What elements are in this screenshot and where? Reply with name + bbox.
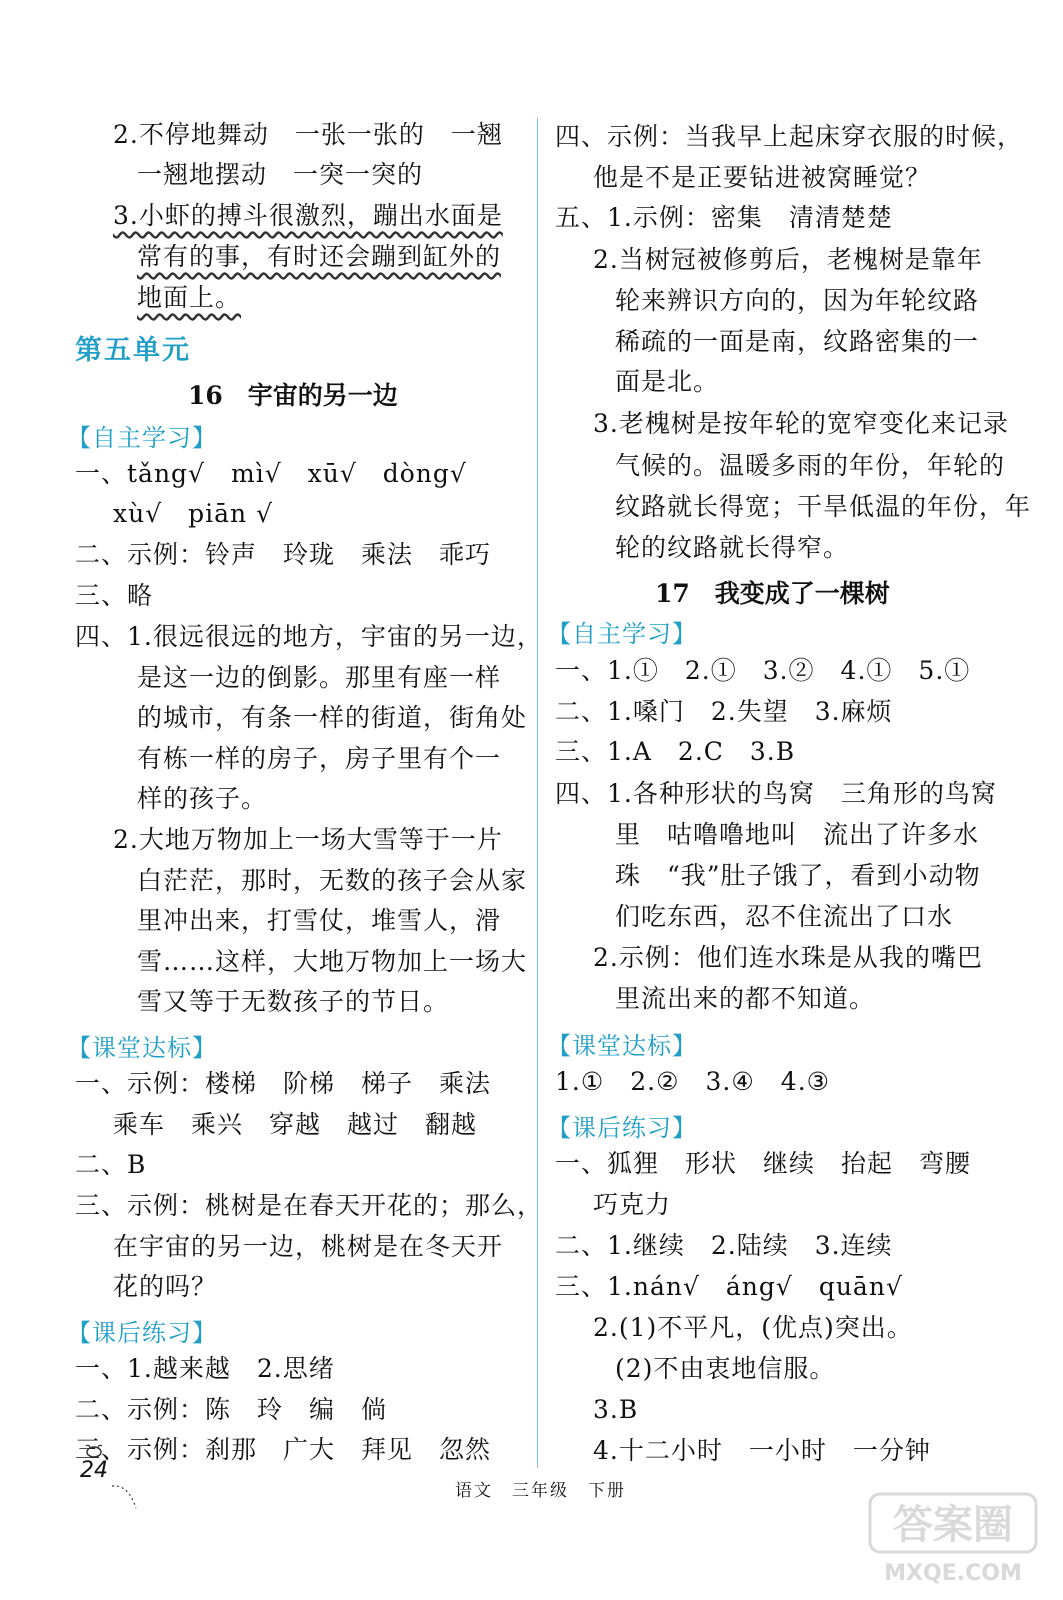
answer-line: (2)不由衷地信服。 xyxy=(615,1354,836,1383)
footer-subject: 语文 三年级 下册 xyxy=(455,1481,626,1501)
section-ketang-dabiao-left: 【课堂达标】 xyxy=(67,1034,217,1062)
answer-line: 3.老槐树是按年轮的宽窄变化来记录 xyxy=(593,409,1009,438)
answer-line: 气候的。温暖多雨的年份，年轮的 xyxy=(615,451,1006,480)
answer-line: 2.不停地舞动 一张一张的 一翘 xyxy=(113,120,503,149)
answer-line: 1.① 2.② 3.④ 4.③ xyxy=(555,1067,831,1096)
svg-text:答案圈: 答案圈 xyxy=(893,1502,1013,1548)
answer-line: 乘车 乘兴 穿越 越过 翻越 xyxy=(113,1110,478,1139)
answer-line: 二、1.嗓门 2.失望 3.麻烦 xyxy=(555,697,893,726)
lesson-title-16: 16 宇宙的另一边 xyxy=(188,381,398,410)
section-ketang-dabiao-right: 【课堂达标】 xyxy=(547,1032,697,1060)
answer-line: 花的吗？ xyxy=(113,1272,218,1301)
answer-line: 里流出来的都不知道。 xyxy=(615,984,876,1013)
answer-line: 2.示例：他们连水珠是从我的嘴巴 xyxy=(593,943,983,972)
answer-line: 他是不是正要钻进被窝睡觉？ xyxy=(593,163,932,192)
answer-line: 二、示例：铃声 玲珑 乘法 乖巧 xyxy=(75,540,492,569)
section-kehou-lianxi-left: 【课后练习】 xyxy=(67,1319,217,1347)
answer-line: 三、1.A 2.C 3.B xyxy=(555,737,796,766)
unit-title: 第五单元 xyxy=(75,335,191,366)
answer-line: 五、1.示例：密集 清清楚楚 xyxy=(555,203,893,232)
answer-line: 地面上。 xyxy=(137,283,242,312)
answer-line: xù√ piān √ xyxy=(113,499,274,528)
answer-line: 三、示例：桃树是在春天开花的；那么， xyxy=(75,1191,544,1220)
answer-line: 巧克力 xyxy=(593,1190,672,1219)
section-zizhu-xuexi-right: 【自主学习】 xyxy=(547,620,697,648)
answer-line: 二、B xyxy=(75,1150,147,1179)
answer-line: 珠 “我”肚子饿了，看到小动物 xyxy=(615,861,981,890)
answer-line: 3.B xyxy=(593,1395,639,1424)
answer-line: 一、1.① 2.① 3.② 4.① 5.① xyxy=(555,656,971,685)
answer-line: 4.十二小时 一小时 一分钟 xyxy=(593,1436,931,1465)
section-zizhu-xuexi-left: 【自主学习】 xyxy=(67,424,217,452)
answer-line: 二、1.继续 2.陆续 3.连续 xyxy=(555,1231,893,1260)
answer-line: 一、示例：楼梯 阶梯 梯子 乘法 xyxy=(75,1069,492,1098)
answer-line: 雪……这样，大地万物加上一场大 xyxy=(137,947,528,976)
answer-line: 2.大地万物加上一场大雪等于一片 xyxy=(113,825,503,854)
answer-line: 2.(1)不平凡，(优点)突出。 xyxy=(593,1313,913,1342)
answer-line: 们吃东西，忍不住流出了口水 xyxy=(615,902,954,931)
answer-line: 三、1.nán√ áng√ quān√ xyxy=(555,1272,903,1301)
answer-line: 三、略 xyxy=(75,581,154,610)
answer-line: 轮的纹路就长得窄。 xyxy=(615,533,850,562)
answer-line: 雪又等于无数孩子的节日。 xyxy=(137,987,450,1016)
answer-line: 轮来辨识方向的，因为年轮纹路 xyxy=(615,286,980,315)
answer-line: 面是北。 xyxy=(615,367,720,396)
answer-line: 四、1.很远很远的地方，宇宙的另一边， xyxy=(75,622,543,651)
page-number: 24 xyxy=(80,1458,108,1483)
section-kehou-lianxi-right: 【课后练习】 xyxy=(547,1114,697,1142)
answer-line: 里 咕噜噜地叫 流出了许多水 xyxy=(615,820,980,849)
answer-line: 纹路就长得宽；干旱低温的年份，年 xyxy=(615,492,1032,521)
answer-line: 四、1.各种形状的鸟窝 三角形的鸟窝 xyxy=(555,779,997,808)
answer-line: 一、狐狸 形状 继续 抬起 弯腰 xyxy=(555,1149,972,1178)
answer-line: 常有的事，有时还会蹦到缸外的 xyxy=(137,242,502,271)
answer-line: 样的孩子。 xyxy=(137,784,268,813)
watermark-logo xyxy=(868,1490,1038,1590)
answer-line: 二、示例：陈 玲 编 倘 xyxy=(75,1395,388,1424)
answer-line: 的城市，有条一样的街道，街角处 xyxy=(137,703,528,732)
dotted-swirl-icon xyxy=(110,1478,140,1518)
answer-line: 一翘地摆动 一突一突的 xyxy=(137,160,424,189)
bee-icon xyxy=(84,1444,104,1458)
answer-line: 四、示例：当我早上起床穿衣服的时候， xyxy=(555,122,1024,151)
answer-line: 2.当树冠被修剪后，老槐树是靠年 xyxy=(593,245,983,274)
column-divider xyxy=(537,118,538,1468)
answer-line: 是这一边的倒影。那里有座一样 xyxy=(137,663,502,692)
answer-line: 3.小虾的搏斗很激烈，蹦出水面是 xyxy=(113,201,503,230)
answer-line: 一、tǎng√ mì√ xū√ dòng√ xyxy=(75,459,467,488)
answer-line: 在宇宙的另一边，桃树是在冬天开 xyxy=(113,1232,504,1261)
answer-line: 一、1.越来越 2.思绪 xyxy=(75,1354,335,1383)
answer-line: 里冲出来，打雪仗，堆雪人，滑 xyxy=(137,906,502,935)
answer-line: 稀疏的一面是南，纹路密集的一 xyxy=(615,327,980,356)
lesson-title-17: 17 我变成了一棵树 xyxy=(655,579,890,608)
svg-text:MXQE.COM: MXQE.COM xyxy=(884,1561,1022,1586)
answer-line: 三、示例：刹那 广大 拜见 忽然 xyxy=(75,1435,492,1464)
answer-line: 有栋一样的房子，房子里有个一 xyxy=(137,744,502,773)
answer-line: 白茫茫，那时，无数的孩子会从家 xyxy=(137,866,528,895)
